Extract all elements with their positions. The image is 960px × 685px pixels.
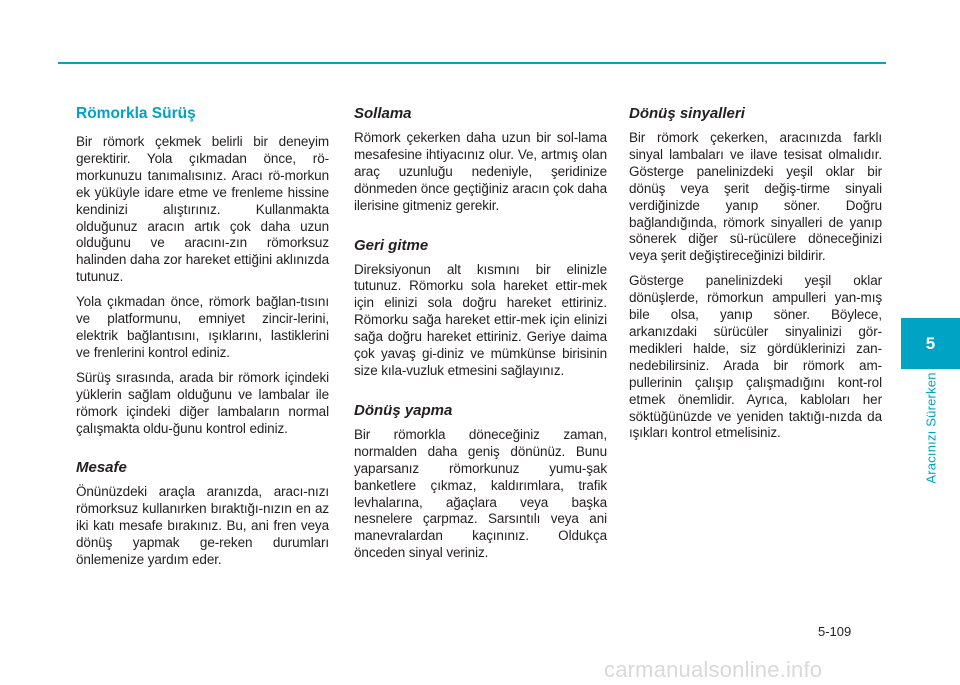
watermark: carmanualsonline.info: [604, 657, 823, 682]
paragraph: Bir römorkla döneceğiniz zaman, normalden daha geniş dönünüz. Bunu yaparsanız römorkunuz yumu-şak banketlere çıkmaz, kaldırımlara, trafik levhalarına, ağaçlara veya başka nesnelere çarpmaz. Sarsıntılı veya ani manevralardan kaçınınız. Oldukça önceden sinyal veriniz.: [354, 426, 607, 561]
subheading-geri-gitme: Geri gitme: [354, 236, 429, 254]
column-2: [354, 104, 607, 570]
paragraph: Bir römork çekmek belirli bir deneyim gerektirir. Yola çıkmadan önce, rö-morkunuzu tanımalısınız. Aracı rö-morkun ek yüküyle idare etme ve frenleme hissine kendinizi alıştırınız. Kullanmakta olduğunuz aracın artık çok daha uzun olduğunu ve aracını-zın römorksuz halinden daha zor hareket ettiğini aklınızda tutunuz.: [76, 134, 329, 285]
paragraph: Römork çekerken daha uzun bir sol-lama mesafesine ihtiyacınız olur. Ve, artmış olan araç uzunluğu nedeniyle, şeridinize dönmeden önce geçtiğiniz aracın çok daha ilerisine gitmeniz gerekir.: [354, 130, 607, 213]
subheading-mesafe: Mesafe: [76, 459, 127, 477]
paragraph: Yola çıkmadan önce, römork bağlan-tısını ve platformunu, emniyet zincir-lerini, elektrik bağlantısını, ışıklarını, lastiklerini ve frenlerini kontrol ediniz.: [76, 294, 329, 360]
chapter-title: Aracınızı Sürerken: [923, 372, 939, 484]
subheading-donus-sinyalleri: Dönüş sinyalleri: [629, 105, 745, 122]
header-rule: [58, 62, 886, 64]
subheading-sollama: Sollama: [354, 105, 412, 122]
paragraph: Önünüzdeki araçla aranızda, aracı-nızı römorksuz kullanırken bıraktığı-nızın en az iki katı mesafe bırakınız. Bu, ani fren veya dönüş yapmak ge-reken durumları önlemenize yardım eder.: [76, 484, 329, 568]
paragraph: Gösterge panelinizdeki yeşil oklar dönüşlerde, römorkun ampulleri yan-mış bile olsa, yanıp söner. Böylece, arkanızdaki sürücüler sinyalinizi gör-medikleri halde, siz gördüklerinizi zan-nedebilirsiniz. Arada bir römork am-pullerinin çalışıp çalışmadığını kont-rol etmek önemlidir. Ayrıca, kabloları her söktüğünüzde ve yeniden taktığı-nızda da ışıkları kontrol etmelisiniz.: [629, 273, 882, 441]
section-title-romorkla-surus: Römorkla Sürüş: [76, 105, 196, 122]
paragraph: Bir römork çekerken, aracınızda farklı sinyal lambaları ve ilave tesisat olmalıdır. Gösterge panelinizdeki yeşil oklar bir dönüş veya şerit değiş-tirme sinyali verdiğinizde yanıp söner. Doğru bağlandığında, römork sinyalleri de yanıp sönerek diğer sü-rücülere döneceğinizi veya şerit değiştireceğinizi bildirir.: [629, 130, 882, 264]
column-3: [629, 104, 882, 450]
subheading-donus-yapma: Dönüş yapma: [354, 401, 453, 419]
chapter-number-tab: 5: [901, 318, 960, 369]
paragraph: Sürüş sırasında, arada bir römork içindeki yüklerin sağlam olduğunu ve lambalar ile römork içindeki diğer lambaların normal çalışmakta oldu-ğunu kontrol ediniz.: [76, 369, 329, 436]
column-1: [76, 104, 329, 577]
paragraph: Direksiyonun alt kısmını bir elinizle tutunuz. Römorku sola hareket ettir-mek için elinizi sola doğru hareket ettiriniz. Römorku sağa hareket ettir-mek için elinizi sağa doğru hareket ettiriniz. Geriye daima çok yavaş gi-diniz ve mümkünse birisinin size kıla-vuzluk etmesini sağlayınız.: [354, 261, 607, 378]
page-number: 5-109: [818, 624, 852, 639]
